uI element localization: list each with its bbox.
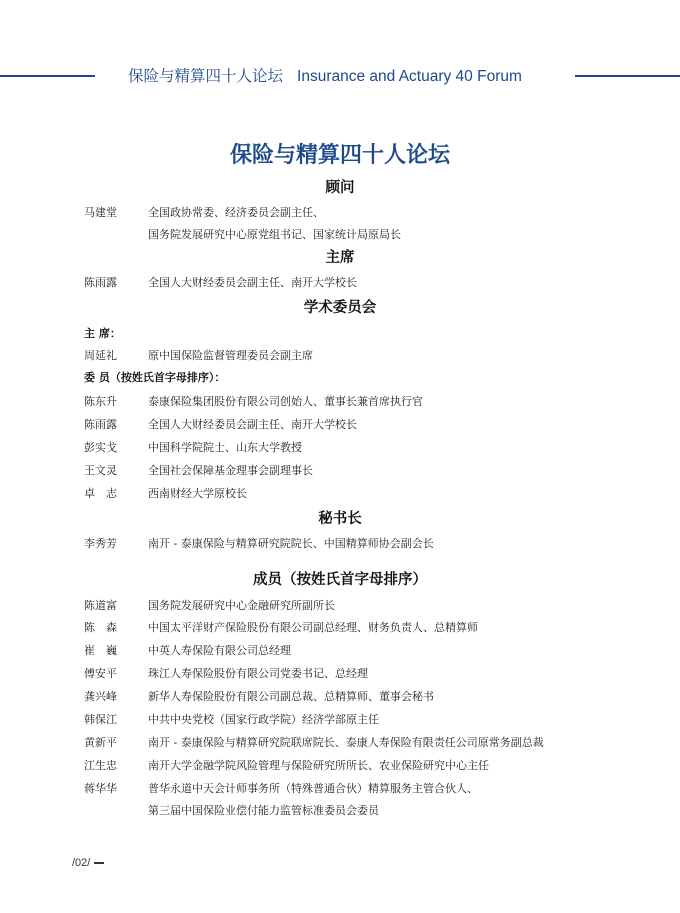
member-row [0, 642, 680, 662]
member-role: 中国科学院院士、山东大学教授 [148, 441, 302, 454]
advisor-role-line1: 全国政协常委、经济委员会副主任、 [148, 206, 324, 219]
header-rule-left [0, 75, 95, 77]
academic-member-row [0, 462, 680, 482]
page-number-text: /02/ [72, 857, 91, 869]
header-title [128, 64, 548, 86]
section-title-advisor: 顾问 [325, 180, 355, 196]
member-role: 中国太平洋财产保险股份有限公司副总经理、财务负责人、总精算师 [148, 621, 478, 634]
academic-chair-label: 主 席： [84, 327, 121, 340]
section-title-members: 成员（按姓氏首字母排序） [253, 572, 427, 588]
member-role: 南开 - 泰康保险与精算研究院联席院长、泰康人寿保险有限责任公司原常务副总裁 [148, 736, 544, 749]
member-name: 江生忠 [84, 759, 117, 772]
member-row [0, 734, 680, 754]
member-name: 蒋华华 [84, 782, 117, 795]
member-role: 中共中央党校（国家行政学院）经济学部原主任 [148, 713, 379, 726]
section-title-secretary: 秘书长 [318, 511, 362, 527]
member-role: 泰康保险集团股份有限公司创始人、董事长兼首席执行官 [148, 395, 423, 408]
member-role: 西南财经大学原校长 [148, 487, 247, 500]
academic-member-row [0, 485, 680, 505]
academic-member-row [0, 416, 680, 436]
page-header [0, 62, 680, 88]
advisor-name: 马建堂 [84, 206, 117, 219]
member-row [0, 597, 680, 617]
member-name: 黄新平 [84, 736, 117, 749]
member-name: 彭实戈 [84, 441, 117, 454]
member-role: 中英人寿保险有限公司总经理 [148, 644, 291, 657]
member-name: 崔 巍 [84, 644, 117, 657]
header-title-cn: 保险与精算四十人论坛 [128, 68, 284, 85]
member-row [0, 757, 680, 777]
member-role: 南开大学金融学院风险管理与保险研究所所长、农业保险研究中心主任 [148, 759, 489, 772]
header-title-en: Insurance and Actuary 40 Forum [297, 68, 522, 85]
secretary-name: 李秀芳 [84, 537, 117, 550]
section-title-academic: 学术委员会 [303, 300, 377, 316]
advisor-role-line2: 国务院发展研究中心原党组书记、国家统计局原局长 [148, 228, 401, 241]
member-name: 韩保江 [84, 713, 117, 726]
chair-name: 陈雨露 [84, 276, 117, 289]
member-role: 国务院发展研究中心金融研究所副所长 [148, 599, 335, 612]
member-row [0, 780, 680, 800]
member-row [0, 665, 680, 685]
member-name: 王文灵 [84, 464, 117, 477]
section-title-chair: 主席 [325, 250, 355, 266]
member-name: 陈东升 [84, 395, 117, 408]
member-role-continued: 第三届中国保险业偿付能力监管标准委员会委员 [148, 804, 379, 817]
academic-chair-role: 原中国保险监督管理委员会副主席 [148, 349, 313, 362]
member-name: 陈雨露 [84, 418, 117, 431]
header-rule-right [575, 75, 680, 77]
member-row [0, 688, 680, 708]
member-row-continued [0, 802, 680, 822]
member-name: 龚兴峰 [84, 690, 117, 703]
footer-rule [94, 862, 104, 864]
chair-role: 全国人大财经委员会副主任、南开大学校长 [148, 276, 357, 289]
member-role: 珠江人寿保险股份有限公司党委书记、总经理 [148, 667, 368, 680]
academic-chair-row [0, 347, 680, 367]
member-name: 陈 森 [84, 621, 117, 634]
academic-chair-name: 周延礼 [84, 349, 117, 362]
member-name: 卓 志 [84, 487, 117, 500]
academic-member-row [0, 393, 680, 413]
advisor-row-continued [0, 226, 680, 246]
academic-members-label: 委 员（按姓氏首字母排序）： [84, 371, 226, 384]
academic-member-row [0, 439, 680, 459]
member-row [0, 619, 680, 639]
chair-row [0, 274, 680, 294]
member-role: 新华人寿保险股份有限公司副总裁、总精算师、董事会秘书 [148, 690, 434, 703]
member-role: 全国人大财经委员会副主任、南开大学校长 [148, 418, 357, 431]
member-name: 陈道富 [84, 599, 117, 612]
page-title: 保险与精算四十人论坛 [229, 143, 450, 168]
page-number [72, 857, 104, 869]
secretary-role: 南开 - 泰康保险与精算研究院院长、中国精算师协会副会长 [148, 537, 434, 550]
advisor-row [0, 204, 680, 224]
member-name: 傅安平 [84, 667, 117, 680]
secretary-row [0, 535, 680, 555]
member-role: 普华永道中天会计师事务所（特殊普通合伙）精算服务主管合伙人、 [148, 782, 478, 795]
member-row [0, 711, 680, 731]
member-role: 全国社会保障基金理事会副理事长 [148, 464, 313, 477]
